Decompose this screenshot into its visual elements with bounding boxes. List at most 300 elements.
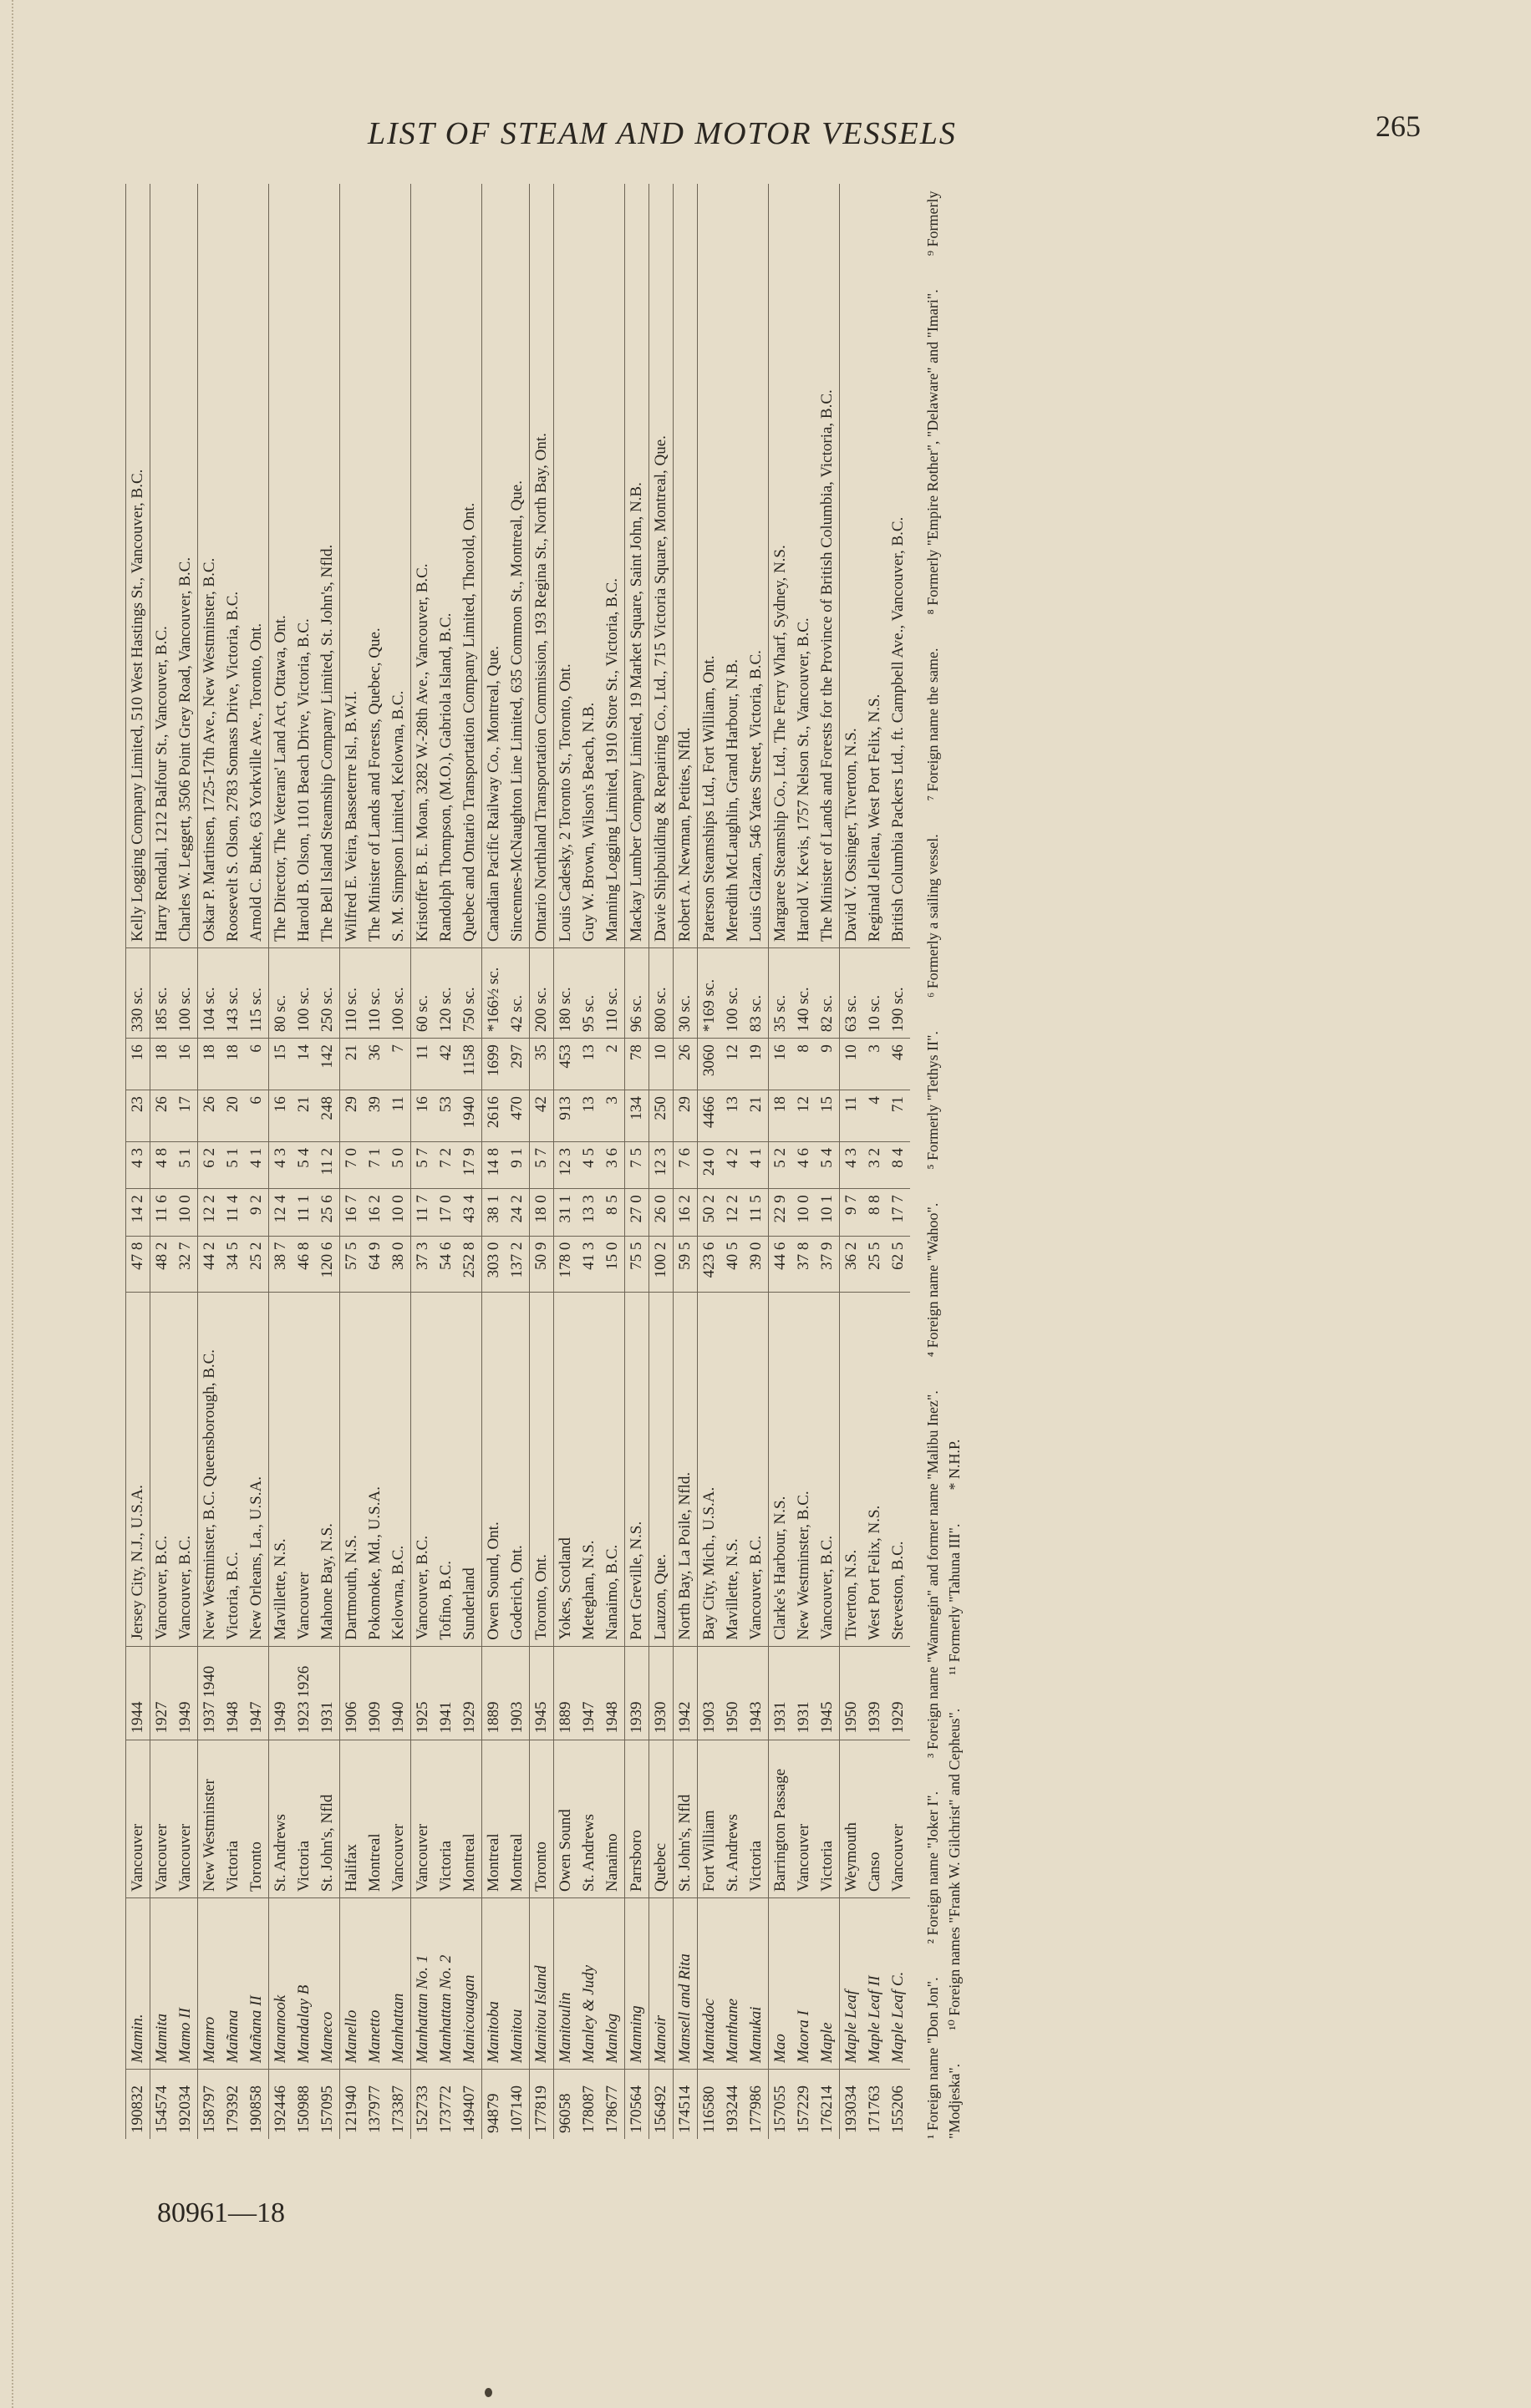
port-of-registry-cell: Montreal [482,1740,506,1897]
footnote: ⁷ Foreign name the same. [924,648,941,801]
footnote: ⁸ Formerly "Empire Rother", "Delaware" and "Imari". [924,289,941,615]
year-built-cell: 1945 [816,1646,840,1740]
length-cell: 46 8 [292,1236,316,1292]
vessel-table [125,184,910,2139]
official-number-cell: 116580 [698,2070,722,2140]
depth-cell: 3 2 [863,1141,887,1188]
gross-tonnage-cell: 11 [840,1090,864,1142]
breadth-cell: 13 3 [577,1189,601,1236]
horsepower-cell: 30 sc. [674,948,698,1039]
breadth-cell: 11 4 [221,1189,245,1236]
year-built-cell: 1949 [174,1646,198,1740]
register-tonnage-cell: 16 [174,1039,198,1090]
official-number-cell: 193034 [840,2070,864,2140]
vessel-name-cell: Maple Leaf II [863,1898,887,2070]
register-tonnage-cell: 16 [769,1039,793,1090]
place-built-cell: Dartmouth, N.S. [340,1293,364,1647]
breadth-cell: 11 6 [150,1189,175,1236]
depth-cell: 14 8 [482,1141,506,1188]
horsepower-cell: 100 sc. [292,948,316,1039]
gross-tonnage-cell: 42 [530,1090,554,1142]
depth-cell: 9 1 [506,1141,530,1188]
vessel-name-cell: Maple [816,1898,840,2070]
gross-tonnage-cell: 21 [745,1090,769,1142]
place-built-cell: North Bay, La Poile, Nfld. [674,1293,698,1647]
depth-cell: 5 4 [292,1141,316,1188]
owner-cell: Robert A. Newman, Petites, Nfld. [674,184,698,948]
gross-tonnage-cell: 913 [554,1090,578,1142]
depth-cell: 5 1 [221,1141,245,1188]
port-of-registry-cell: St. John's, Nfld [674,1740,698,1897]
place-built-cell: New Westminster, B.C. [792,1293,816,1647]
length-cell: 423 6 [698,1236,722,1292]
gross-tonnage-cell: 248 [316,1090,340,1142]
horsepower-cell: 800 sc. [649,948,674,1039]
register-tonnage-cell: 1699 [482,1039,506,1090]
owner-cell: Louis Cadesky, 2 Toronto St., Toronto, Ont. [554,184,578,948]
vessel-name-cell: Mandalay B [292,1898,316,2070]
owner-cell: Canadian Pacific Railway Co., Montreal, Que. [482,184,506,948]
breadth-cell: 18 0 [530,1189,554,1236]
depth-cell: 4 2 [721,1141,745,1188]
depth-cell: 4 3 [840,1141,864,1188]
depth-cell: 7 2 [435,1141,458,1188]
horsepower-cell: 750 sc. [458,948,482,1039]
vessel-name-cell: Mañana [221,1898,245,2070]
port-of-registry-cell: Victoria [745,1740,769,1897]
length-cell: 75 5 [625,1236,649,1292]
breadth-cell: 11 1 [292,1189,316,1236]
length-cell: 47 8 [126,1236,150,1292]
table-row [721,184,745,2139]
length-cell: 15 0 [601,1236,625,1292]
owner-cell: The Minister of Lands and Forests for the Province of British Columbia, Victoria, B.C. [816,184,840,948]
length-cell: 57 5 [340,1236,364,1292]
port-of-registry-cell: Toronto [245,1740,269,1897]
length-cell: 25 5 [863,1236,887,1292]
register-tonnage-cell: 11 [411,1039,435,1090]
depth-cell: 24 0 [698,1141,722,1188]
breadth-cell: 50 2 [698,1189,722,1236]
port-of-registry-cell: Victoria [221,1740,245,1897]
table-row [887,184,910,2139]
owner-cell: Kelly Logging Company Limited, 510 West Hastings St., Vancouver, B.C. [126,184,150,948]
rotated-register [125,159,1471,2139]
register-tonnage-cell: 3 [863,1039,887,1090]
official-number-cell: 177986 [747,2085,765,2133]
place-built-cell: West Port Felix, N.S. [863,1293,887,1647]
table-row [792,184,816,2139]
horsepower-cell: 110 sc. [601,948,625,1039]
owner-cell: Kristoffer B. E. Moan, 3282 W.-28th Ave., Vancouver, B.C. [411,184,435,948]
owner-cell: Harold B. Olson, 1101 Beach Drive, Victoria, B.C. [292,184,316,948]
place-built-cell: Jersey City, N.J., U.S.A. [126,1293,150,1647]
place-built-cell: Sunderland [458,1293,482,1647]
breadth-cell: 12 4 [269,1189,293,1236]
gross-tonnage-cell: 250 [649,1090,674,1142]
table-row [245,184,269,2139]
depth-cell: 7 5 [625,1141,649,1188]
owner-cell: Davie Shipbuilding & Repairing Co., Ltd., 715 Victoria Square, Montreal, Que. [649,184,674,948]
breadth-cell: 17 7 [887,1189,910,1236]
official-number-cell: 157095 [318,2085,336,2133]
depth-cell: 5 0 [387,1141,411,1188]
footnote: ¹⁰ Foreign names "Frank W. Gilchrist" and Cepheus". [946,1708,963,2030]
breadth-cell: 43 4 [458,1189,482,1236]
port-of-registry-cell: St. John's, Nfld [316,1740,340,1897]
depth-cell: 6 2 [198,1141,222,1188]
depth-cell: 4 8 [150,1141,175,1188]
place-built-cell: Victoria, B.C. [221,1293,245,1647]
length-cell: 178 0 [554,1236,578,1292]
year-built-cell: 1906 [340,1646,364,1740]
owner-cell: Guy W. Brown, Wilson's Beach, N.B. [577,184,601,948]
year-built-cell: 1925 [411,1646,435,1740]
footnote: ⁵ Formerly "Tethys II". [924,1030,941,1170]
owner-cell: Meredith McLaughlin, Grand Harbour, N.B. [721,184,745,948]
footnote: * N.H.P. [946,1439,963,1491]
port-of-registry-cell: St. Andrews [721,1740,745,1897]
length-cell: 40 5 [721,1236,745,1292]
vessel-name-cell: Manoir [649,1898,674,2070]
vessel-name-cell: Maneco [316,1898,340,2070]
official-number-cell: 173772 [437,2085,455,2133]
table-row [554,184,578,2139]
official-number-cell: 176214 [818,2085,836,2133]
horsepower-cell: 115 sc. [245,948,269,1039]
year-built-cell: 1929 [458,1646,482,1740]
place-built-cell: Mavillette, N.S. [721,1293,745,1647]
official-number-cell: 193244 [724,2085,741,2133]
place-built-cell: Pokomoke, Md., U.S.A. [364,1293,387,1647]
place-built-cell: Clarke's Harbour, N.S. [769,1293,793,1647]
place-built-cell: New Westminster, B.C. Queensborough, B.C. [198,1293,222,1647]
place-built-cell: Lauzon, Que. [649,1293,674,1647]
vessel-name-cell: Mamin. [126,1898,150,2070]
owner-cell: David V. Ossinger, Tiverton, N.S. [840,184,864,948]
place-built-cell: Mavillette, N.S. [269,1293,293,1647]
owner-cell: Charles W. Leggett, 3506 Point Grey Road, Vancouver, B.C. [174,184,198,948]
year-built-cell: 1945 [530,1646,554,1740]
official-number-cell: 174514 [674,2070,698,2140]
gross-tonnage-cell: 134 [625,1090,649,1142]
length-cell: 38 0 [387,1236,411,1292]
place-built-cell: Vancouver, B.C. [411,1293,435,1647]
year-built-cell: 1931 [769,1646,793,1740]
vessel-name-cell: Maple Leaf C. [887,1898,910,2070]
table-row [601,184,625,2139]
owner-cell: Paterson Steamships Ltd., Fort William, Ont. [698,184,722,948]
depth-cell: 8 4 [887,1141,910,1188]
length-cell: 38 7 [269,1236,293,1292]
port-of-registry-cell: Montreal [364,1740,387,1897]
table-row [649,184,674,2139]
year-built-cell: 1940 [387,1646,411,1740]
depth-cell: 4 6 [792,1141,816,1188]
breadth-cell: 24 2 [506,1189,530,1236]
horsepower-cell: 180 sc. [554,948,578,1039]
owner-cell: Manning Logging Limited, 1910 Store St., Victoria, B.C. [601,184,625,948]
length-cell: 54 6 [435,1236,458,1292]
table-row [863,184,887,2139]
register-tonnage-cell: 453 [554,1039,578,1090]
port-of-registry-cell: Nanaimo [601,1740,625,1897]
vessel-name-cell: Manitoba [482,1898,506,2070]
depth-cell: 12 3 [649,1141,674,1188]
breadth-cell: 11 5 [745,1189,769,1236]
year-built-cell: 1950 [840,1646,864,1740]
register-tonnage-cell: 3060 [698,1039,722,1090]
footnotes [922,184,965,2139]
port-of-registry-cell: Vancouver [174,1740,198,1897]
horsepower-cell: 10 sc. [863,948,887,1039]
length-cell: 137 2 [506,1236,530,1292]
length-cell: 37 9 [816,1236,840,1292]
depth-cell: 7 1 [364,1141,387,1188]
breadth-cell: 14 2 [126,1189,150,1236]
horsepower-cell: 110 sc. [340,948,364,1039]
official-number-cell: 155206 [889,2085,907,2133]
place-built-cell: Vancouver, B.C. [745,1293,769,1647]
ink-dot [485,2388,492,2397]
length-cell: 48 2 [150,1236,175,1292]
port-of-registry-cell: St. Andrews [269,1740,293,1897]
port-of-registry-cell: Fort William [698,1740,722,1897]
running-title: LIST OF STEAM AND MOTOR VESSELS [368,116,957,151]
gross-tonnage-cell: 13 [577,1090,601,1142]
footnote: ⁴ Foreign name "Wahoo". [924,1202,941,1358]
port-of-registry-cell: St. Andrews [577,1740,601,1897]
depth-cell: 12 3 [554,1141,578,1188]
owner-cell: The Bell Island Steamship Company Limited, St. John's, Nfld. [316,184,340,948]
length-cell: 37 3 [411,1236,435,1292]
port-of-registry-cell: Barrington Passage [769,1740,793,1897]
owner-cell: Wilfred E. Veira, Basseterre Isl., B.W.I. [340,184,364,948]
length-cell: 62 5 [887,1236,910,1292]
owner-cell: Mackay Lumber Company Limited, 19 Market Square, Saint John, N.B. [625,184,649,948]
table-row [364,184,387,2139]
official-number-cell: 190858 [247,2085,265,2133]
year-built-cell: 1931 [316,1646,340,1740]
official-number-cell: 192034 [176,2085,194,2133]
place-built-cell: Vancouver, B.C. [174,1293,198,1647]
vessel-name-cell: Maple Leaf [840,1898,864,2070]
gross-tonnage-cell: 2616 [482,1090,506,1142]
gross-tonnage-cell: 15 [816,1090,840,1142]
port-of-registry-cell: Toronto [530,1740,554,1897]
breadth-cell: 17 0 [435,1189,458,1236]
place-built-cell: Vancouver, B.C. [150,1293,175,1647]
depth-cell: 5 7 [411,1141,435,1188]
horsepower-cell: 185 sc. [150,948,175,1039]
year-built-cell: 1944 [126,1646,150,1740]
official-number-cell: 107140 [508,2085,526,2133]
year-built-cell: 1931 [792,1646,816,1740]
owner-cell: Arnold C. Burke, 63 Yorkville Ave., Toronto, Ont. [245,184,269,948]
owner-cell: Harold V. Kevis, 1757 Nelson St., Vancouver, B.C. [792,184,816,948]
horsepower-cell: *169 sc. [698,948,722,1039]
vessel-name-cell: Mantadoc [698,1898,722,2070]
place-built-cell: Nanaimo, B.C. [601,1293,625,1647]
year-built-cell: 1930 [649,1646,674,1740]
owner-cell: Louis Glazan, 546 Yates Street, Victoria, B.C. [745,184,769,948]
year-built-cell: 1947 [577,1646,601,1740]
port-of-registry-cell: Canso [863,1740,887,1897]
table-row [269,184,293,2139]
vessel-name-cell: Manning [625,1898,649,2070]
depth-cell: 4 3 [126,1141,150,1188]
official-number-cell: 96058 [554,2070,578,2140]
vessel-name-cell: Mañana II [245,1898,269,2070]
page-number: 265 [1376,109,1421,143]
gross-tonnage-cell: 29 [674,1090,698,1142]
official-number-cell: 150988 [295,2085,313,2133]
official-number-cell: 94879 [482,2070,506,2140]
table-row [698,184,722,2139]
place-built-cell: Yokes, Scotland [554,1293,578,1647]
year-built-cell: 1937 1940 [198,1646,222,1740]
table-row [458,184,482,2139]
vessel-name-cell: Manicouagan [458,1898,482,2070]
depth-cell: 7 0 [340,1141,364,1188]
vessel-name-cell: Mansell and Rita [674,1898,698,2070]
breadth-cell: 22 9 [769,1189,793,1236]
vessel-name-cell: Manhattan [387,1898,411,2070]
breadth-cell: 31 1 [554,1189,578,1236]
breadth-cell: 9 7 [840,1189,864,1236]
register-tonnage-cell: 9 [816,1039,840,1090]
vessel-name-cell: Mamita [150,1898,175,2070]
owner-cell: The Director, The Veterans' Land Act, Ottawa, Ont. [269,184,293,948]
vessel-name-cell: Manhattan No. 2 [435,1898,458,2070]
register-tonnage-cell: 15 [269,1039,293,1090]
register-tonnage-cell: 142 [316,1039,340,1090]
vessel-name-cell: Mamro [198,1898,222,2070]
table-row [221,184,245,2139]
table-row [816,184,840,2139]
table-row [482,184,506,2139]
register-tonnage-cell: 7 [387,1039,411,1090]
horsepower-cell: 82 sc. [816,948,840,1039]
horsepower-cell: 200 sc. [530,948,554,1039]
length-cell: 25 2 [245,1236,269,1292]
length-cell: 39 0 [745,1236,769,1292]
register-tonnage-cell: 14 [292,1039,316,1090]
vessel-name-cell: Manhattan No. 1 [411,1898,435,2070]
owner-cell: Margaree Steamship Co., Ltd., The Ferry Wharf, Sydney, N.S. [769,184,793,948]
port-of-registry-cell: Halifax [340,1740,364,1897]
gross-tonnage-cell: 39 [364,1090,387,1142]
depth-cell: 7 6 [674,1141,698,1188]
year-built-cell: 1950 [721,1646,745,1740]
official-number-cell: 170564 [625,2070,649,2140]
breadth-cell: 11 7 [411,1189,435,1236]
horsepower-cell: *166½ sc. [482,948,506,1039]
depth-cell: 17 9 [458,1141,482,1188]
official-number-cell: 152733 [411,2070,435,2140]
register-tonnage-cell: 8 [792,1039,816,1090]
gross-tonnage-cell: 3 [601,1090,625,1142]
table-row [506,184,530,2139]
port-of-registry-cell: New Westminster [198,1740,222,1897]
register-tonnage-cell: 12 [721,1039,745,1090]
owner-cell: Roosevelt S. Olson, 2783 Somass Drive, Victoria, B.C. [221,184,245,948]
official-number-cell: 157055 [769,2070,793,2140]
gross-tonnage-cell: 4466 [698,1090,722,1142]
breadth-cell: 16 2 [364,1189,387,1236]
register-tonnage-cell: 297 [506,1039,530,1090]
depth-cell: 5 2 [769,1141,793,1188]
gross-tonnage-cell: 1940 [458,1090,482,1142]
official-number-cell: 156492 [649,2070,674,2140]
depth-cell: 5 7 [530,1141,554,1188]
port-of-registry-cell: Victoria [435,1740,458,1897]
year-built-cell: 1903 [506,1646,530,1740]
breadth-cell: 8 5 [601,1189,625,1236]
year-built-cell: 1927 [150,1646,175,1740]
place-built-cell: Toronto, Ont. [530,1293,554,1647]
owner-cell: Oskar P. Martinsen, 1725-17th Ave., New Westminster, B.C. [198,184,222,948]
footnote: ¹¹ Formerly "Tahuna III". [946,1523,963,1675]
official-number-cell: 149407 [460,2085,478,2133]
port-of-registry-cell: Parrsboro [625,1740,649,1897]
register-tonnage-cell: 2 [601,1039,625,1090]
depth-cell: 4 5 [577,1141,601,1188]
breadth-cell: 16 7 [340,1189,364,1236]
official-number-cell: 121940 [340,2070,364,2140]
register-tonnage-cell: 19 [745,1039,769,1090]
register-tonnage-cell: 10 [649,1039,674,1090]
port-of-registry-cell: Quebec [649,1740,674,1897]
horsepower-cell: 100 sc. [721,948,745,1039]
table-row [150,184,175,2139]
breadth-cell: 10 0 [174,1189,198,1236]
register-tonnage-cell: 1158 [458,1039,482,1090]
depth-cell: 4 1 [745,1141,769,1188]
official-number-cell: 178677 [603,2085,621,2133]
official-number-cell: 178087 [580,2085,598,2133]
register-tonnage-cell: 10 [840,1039,864,1090]
owner-cell: Sincennes-McNaughton Line Limited, 635 Common St., Montreal, Que. [506,184,530,948]
place-built-cell: Kelowna, B.C. [387,1293,411,1647]
breadth-cell: 16 2 [674,1189,698,1236]
place-built-cell: Meteghan, N.S. [577,1293,601,1647]
port-of-registry-cell: Vancouver [792,1740,816,1897]
breadth-cell: 12 2 [721,1189,745,1236]
breadth-cell: 10 1 [816,1189,840,1236]
gross-tonnage-cell: 4 [863,1090,887,1142]
place-built-cell: Steveston, B.C. [887,1293,910,1647]
breadth-cell: 10 0 [792,1189,816,1236]
length-cell: 41 3 [577,1236,601,1292]
owner-cell: Quebec and Ontario Transportation Company Limited, Thorold, Ont. [458,184,482,948]
table-row [840,184,864,2139]
port-of-registry-cell: Victoria [816,1740,840,1897]
horsepower-cell: 80 sc. [269,948,293,1039]
register-tonnage-cell: 18 [221,1039,245,1090]
length-cell: 44 2 [198,1236,222,1292]
vessel-name-cell: Manello [340,1898,364,2070]
depth-cell: 3 6 [601,1141,625,1188]
official-number-cell: 190832 [126,2070,150,2140]
table-row [625,184,649,2139]
depth-cell: 5 1 [174,1141,198,1188]
port-of-registry-cell: Victoria [292,1740,316,1897]
vessel-name-cell: Mamo II [174,1898,198,2070]
register-tonnage-cell: 46 [887,1039,910,1090]
table-row [340,184,364,2139]
horsepower-cell: 140 sc. [792,948,816,1039]
